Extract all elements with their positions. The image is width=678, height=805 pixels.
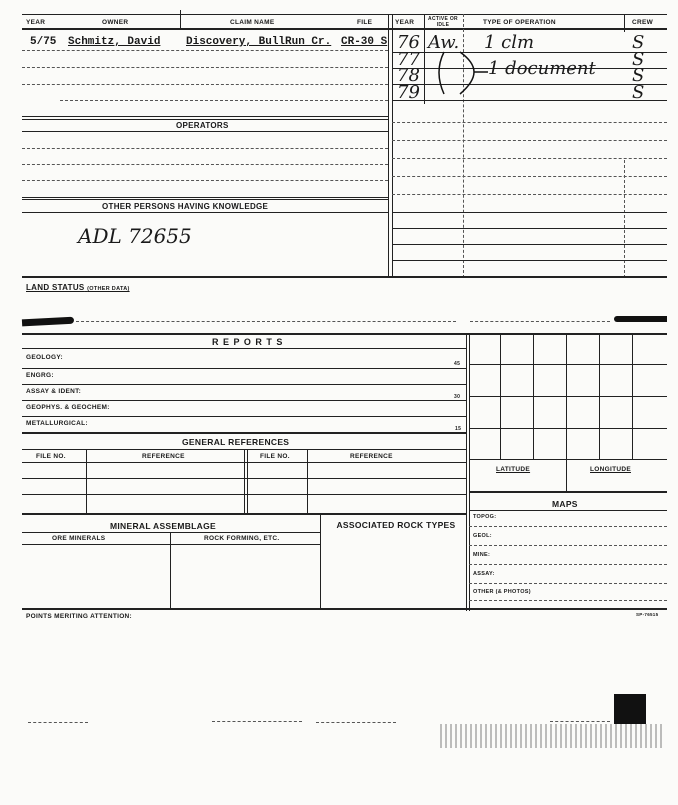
bracket-mark [430, 48, 490, 100]
divider [624, 14, 625, 32]
land-status-line [76, 321, 456, 322]
other-persons-top-2 [22, 199, 388, 200]
log-line [392, 122, 667, 123]
maps-line [469, 600, 667, 601]
row-line [22, 50, 388, 51]
claim-date: 5/75 [30, 36, 57, 48]
log-line [392, 260, 667, 261]
log-line [392, 244, 667, 245]
maps-topog: TOPOG: [473, 514, 497, 520]
other-persons-heading: OTHER PERSONS HAVING KNOWLEDGE [102, 202, 269, 211]
mineral-heading: MINERAL ASSEMBLAGE [110, 521, 216, 531]
header-year: YEAR [26, 19, 46, 26]
log-line [392, 176, 667, 177]
maps-line [469, 545, 667, 546]
land-status-label: LAND STATUS [26, 283, 85, 292]
maps-line [469, 526, 667, 527]
rock-forming-label: ROCK FORMING, ETC. [204, 535, 280, 542]
report-geophys: GEOPHYS. & GEOCHEM: [26, 404, 110, 411]
divider [180, 10, 181, 28]
refs-line [22, 494, 466, 495]
log-crew-77: S [632, 49, 645, 70]
operators-line [22, 180, 388, 181]
grid-row [469, 428, 667, 429]
mineral-under [22, 532, 320, 533]
reports-line [22, 384, 466, 385]
header-bottom-border [22, 28, 667, 30]
log-status-76: Aw. [428, 32, 460, 53]
row-line [22, 84, 388, 85]
general-refs-heading: GENERAL REFERENCES [182, 437, 290, 447]
refs-col-divider [307, 449, 308, 513]
operators-top-2 [22, 119, 388, 120]
divider [424, 14, 425, 104]
maps-under [469, 510, 667, 511]
scan-noise [440, 724, 664, 748]
reports-line [22, 368, 466, 369]
report-engrg: ENGRG: [26, 372, 54, 379]
log-operation-78: 1 document [488, 58, 596, 79]
lower-section-bottom [22, 608, 667, 610]
scan-block [614, 694, 646, 724]
log-line [392, 140, 667, 141]
log-year-76: 76 [397, 32, 420, 53]
lower-left-right-divider [466, 333, 467, 611]
refs-col-divider [244, 449, 245, 513]
claim-name: Discovery, BullRun Cr. [186, 36, 332, 48]
operators-line [22, 164, 388, 165]
grid-row [469, 459, 667, 460]
reports-heading: R E P O R T S [212, 337, 284, 347]
reports-line [22, 416, 466, 417]
log-line [392, 100, 667, 101]
scan-noise-line [316, 722, 396, 723]
operators-top [22, 116, 388, 117]
report-metallurgical-num: 15 [455, 426, 462, 432]
maps-mine: MINE: [473, 552, 491, 558]
maps-line [469, 564, 667, 565]
ref-file-no-2: FILE NO. [260, 453, 290, 460]
log-operation-76: 1 clm [484, 32, 535, 53]
operators-line [22, 148, 388, 149]
maps-geol: GEOL: [473, 533, 492, 539]
latitude-label: LATITUDE [496, 466, 531, 473]
row-line [60, 100, 388, 101]
header-year-2: YEAR [395, 19, 415, 26]
points-meriting-label: POINTS MERITING ATTENTION: [26, 613, 133, 620]
header-active-idle: ACTIVE OR IDLE [428, 16, 458, 28]
land-status-line [470, 321, 610, 322]
log-year-77: 77 [397, 49, 420, 70]
log-line [392, 194, 667, 195]
scan-noise-line [550, 721, 610, 722]
maps-other: OTHER (& PHOTOS) [473, 589, 531, 595]
mineral-rock-divider [320, 513, 321, 608]
log-crew-79: S [632, 82, 645, 103]
report-geology: GEOLOGY: [26, 354, 63, 361]
header-owner: OWNER [102, 19, 129, 26]
reports-line [22, 400, 466, 401]
header-crew: CREW [632, 19, 654, 26]
report-assay-num: 30 [454, 394, 461, 400]
ore-minerals-label: ORE MINERALS [52, 535, 106, 542]
row-line [22, 67, 388, 68]
refs-col-divider [247, 449, 248, 513]
form-number: SP-76515 [636, 612, 659, 617]
maps-assay: ASSAY: [473, 571, 495, 577]
log-year-79: 79 [397, 82, 420, 103]
other-persons-entry: ADL 72655 [78, 224, 192, 248]
land-status-sub: (OTHER DATA) [87, 286, 130, 292]
ref-file-no: FILE NO. [36, 453, 66, 460]
operators-heading: OPERATORS [176, 121, 229, 130]
grid-row [469, 364, 667, 365]
upper-section-bottom [22, 276, 667, 278]
other-persons-under [22, 212, 388, 213]
other-persons-top [22, 197, 388, 198]
log-crew-78: S [632, 65, 645, 86]
scan-noise-line [28, 722, 88, 723]
reports-top [22, 333, 667, 335]
mineral-col-divider [170, 532, 171, 608]
scan-noise-line [212, 721, 302, 722]
log-line [392, 228, 667, 229]
log-line [392, 212, 667, 213]
operators-under [22, 131, 388, 132]
left-right-divider-inner [392, 14, 393, 278]
redaction-bar-left [22, 317, 74, 327]
claim-owner: Schmitz, David [68, 36, 161, 48]
associated-rock-types-heading: ASSOCIATED ROCK TYPES [336, 520, 456, 530]
general-refs-top [22, 432, 466, 434]
longitude-label: LONGITUDE [590, 466, 631, 473]
refs-line [22, 478, 466, 479]
land-status-heading [26, 283, 130, 292]
log-crew-76: S [632, 32, 645, 53]
top-border [22, 14, 667, 15]
reports-under [22, 348, 466, 349]
redaction-bar-right [614, 316, 667, 322]
ref-reference: REFERENCE [142, 453, 185, 460]
header-type-of-operation: TYPE OF OPERATION [483, 19, 556, 26]
report-assay: ASSAY & IDENT: [26, 388, 82, 395]
report-geology-num: 45 [454, 361, 461, 367]
lower-left-right-divider-inner [469, 333, 470, 611]
log-line [392, 158, 667, 159]
claim-file: CR-30 S [341, 36, 388, 48]
maps-line [469, 583, 667, 584]
log-year-78: 78 [397, 65, 420, 86]
grid-col [566, 333, 567, 491]
left-right-divider [388, 14, 389, 278]
maps-top [469, 491, 667, 493]
report-metallurgical: METALLURGICAL: [26, 420, 88, 427]
maps-heading: MAPS [552, 499, 578, 509]
ref-reference-2: REFERENCE [350, 453, 393, 460]
grid-row [469, 396, 667, 397]
header-file: FILE [357, 19, 373, 26]
mineral-header-line [22, 544, 320, 545]
mineral-top [22, 513, 466, 515]
header-claim-name: CLAIM NAME [230, 19, 275, 26]
refs-col-divider [86, 449, 87, 513]
